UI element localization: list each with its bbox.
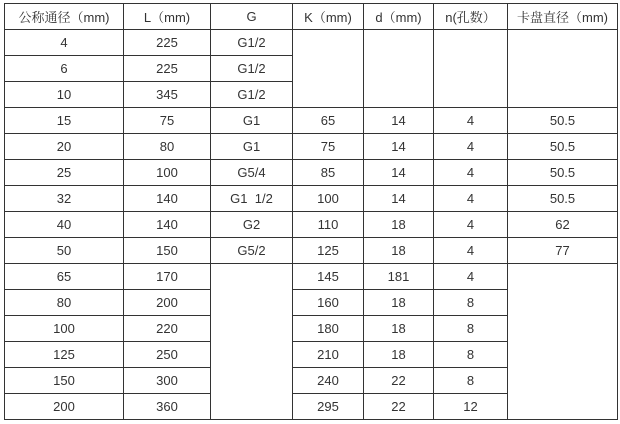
header-cell-col1: 公称通径（mm) bbox=[5, 4, 124, 30]
table-cell: G1/2 bbox=[211, 30, 293, 56]
table-row bbox=[5, 264, 618, 290]
table-cell: 77 bbox=[508, 238, 618, 264]
table-row bbox=[5, 108, 618, 134]
header-cell-col5: d（mm) bbox=[364, 4, 434, 30]
table-cell: 200 bbox=[124, 290, 211, 316]
table-cell: 80 bbox=[5, 290, 124, 316]
table-cell: 180 bbox=[293, 316, 364, 342]
table-cell: G1 bbox=[211, 108, 293, 134]
table-row bbox=[5, 30, 618, 56]
table-cell: 140 bbox=[124, 186, 211, 212]
table-cell bbox=[364, 30, 434, 108]
table-cell: 8 bbox=[434, 368, 508, 394]
table-cell: G1 bbox=[211, 134, 293, 160]
table-cell: 295 bbox=[293, 394, 364, 420]
table-cell: 25 bbox=[5, 160, 124, 186]
table-cell: 4 bbox=[434, 212, 508, 238]
table-cell: 85 bbox=[293, 160, 364, 186]
table-cell: 14 bbox=[364, 160, 434, 186]
table-cell: 20 bbox=[5, 134, 124, 160]
table-cell: G1/2 bbox=[211, 56, 293, 82]
table-cell: 170 bbox=[124, 264, 211, 290]
table-cell: G2 bbox=[211, 212, 293, 238]
table-cell: 62 bbox=[508, 212, 618, 238]
table-cell: 4 bbox=[434, 238, 508, 264]
table-cell: 80 bbox=[124, 134, 211, 160]
table-cell: 250 bbox=[124, 342, 211, 368]
table-row bbox=[5, 134, 618, 160]
table-row bbox=[5, 212, 618, 238]
table-cell: 22 bbox=[364, 368, 434, 394]
table-cell: 50.5 bbox=[508, 160, 618, 186]
table-cell: 4 bbox=[434, 160, 508, 186]
table-cell: 10 bbox=[5, 82, 124, 108]
table-cell: 160 bbox=[293, 290, 364, 316]
table-cell: 110 bbox=[293, 212, 364, 238]
table-cell: 8 bbox=[434, 290, 508, 316]
table-cell: 100 bbox=[293, 186, 364, 212]
table-cell: 300 bbox=[124, 368, 211, 394]
table-cell: G5/4 bbox=[211, 160, 293, 186]
table-cell: 200 bbox=[5, 394, 124, 420]
table-cell: G1/2 bbox=[211, 82, 293, 108]
header-cell-col6: n(孔数） bbox=[434, 4, 508, 30]
table-cell: 14 bbox=[364, 186, 434, 212]
table-cell: 140 bbox=[124, 212, 211, 238]
table-cell: 210 bbox=[293, 342, 364, 368]
table-cell: 100 bbox=[124, 160, 211, 186]
table-cell: 65 bbox=[5, 264, 124, 290]
table-cell: 220 bbox=[124, 316, 211, 342]
table-row bbox=[5, 238, 618, 264]
table-cell: 150 bbox=[124, 238, 211, 264]
table-cell: 50 bbox=[5, 238, 124, 264]
table-cell: 18 bbox=[364, 290, 434, 316]
table-cell: 240 bbox=[293, 368, 364, 394]
table-cell: 14 bbox=[364, 134, 434, 160]
table-cell: 225 bbox=[124, 30, 211, 56]
table-cell: 145 bbox=[293, 264, 364, 290]
header-row bbox=[5, 4, 618, 30]
table-cell: 360 bbox=[124, 394, 211, 420]
table-cell: 75 bbox=[124, 108, 211, 134]
table-cell: 4 bbox=[434, 186, 508, 212]
table-cell: 65 bbox=[293, 108, 364, 134]
table-cell: 75 bbox=[293, 134, 364, 160]
table-cell: 50.5 bbox=[508, 134, 618, 160]
table-cell: 181 bbox=[364, 264, 434, 290]
table-cell: 12 bbox=[434, 394, 508, 420]
table-cell: 15 bbox=[5, 108, 124, 134]
header-cell-col3: G bbox=[211, 4, 293, 30]
table-cell bbox=[434, 30, 508, 108]
table-cell: 32 bbox=[5, 186, 124, 212]
table-cell: G1 1/2 bbox=[211, 186, 293, 212]
table-cell bbox=[211, 264, 293, 420]
table-cell: 6 bbox=[5, 56, 124, 82]
table-cell: G5/2 bbox=[211, 238, 293, 264]
table-cell: 4 bbox=[434, 264, 508, 290]
header-cell-col4: K（mm) bbox=[293, 4, 364, 30]
table-cell: 18 bbox=[364, 342, 434, 368]
table-cell: 4 bbox=[434, 134, 508, 160]
spec-table-body bbox=[5, 30, 618, 420]
table-cell: 50.5 bbox=[508, 186, 618, 212]
spec-table bbox=[4, 3, 618, 420]
table-cell bbox=[508, 30, 618, 108]
table-cell: 4 bbox=[5, 30, 124, 56]
table-cell: 18 bbox=[364, 238, 434, 264]
table-cell: 8 bbox=[434, 316, 508, 342]
table-cell: 4 bbox=[434, 108, 508, 134]
table-cell bbox=[508, 264, 618, 420]
table-cell: 150 bbox=[5, 368, 124, 394]
table-cell: 40 bbox=[5, 212, 124, 238]
table-cell: 125 bbox=[293, 238, 364, 264]
header-cell-col7: 卡盘直径（mm) bbox=[508, 4, 618, 30]
table-cell bbox=[293, 30, 364, 108]
table-cell: 125 bbox=[5, 342, 124, 368]
table-cell: 50.5 bbox=[508, 108, 618, 134]
table-row bbox=[5, 160, 618, 186]
header-cell-col2: L（mm) bbox=[124, 4, 211, 30]
table-cell: 14 bbox=[364, 108, 434, 134]
spec-table-header bbox=[5, 4, 618, 30]
table-cell: 100 bbox=[5, 316, 124, 342]
table-row bbox=[5, 186, 618, 212]
table-cell: 22 bbox=[364, 394, 434, 420]
table-cell: 225 bbox=[124, 56, 211, 82]
table-cell: 8 bbox=[434, 342, 508, 368]
table-cell: 18 bbox=[364, 212, 434, 238]
table-cell: 345 bbox=[124, 82, 211, 108]
table-cell: 18 bbox=[364, 316, 434, 342]
